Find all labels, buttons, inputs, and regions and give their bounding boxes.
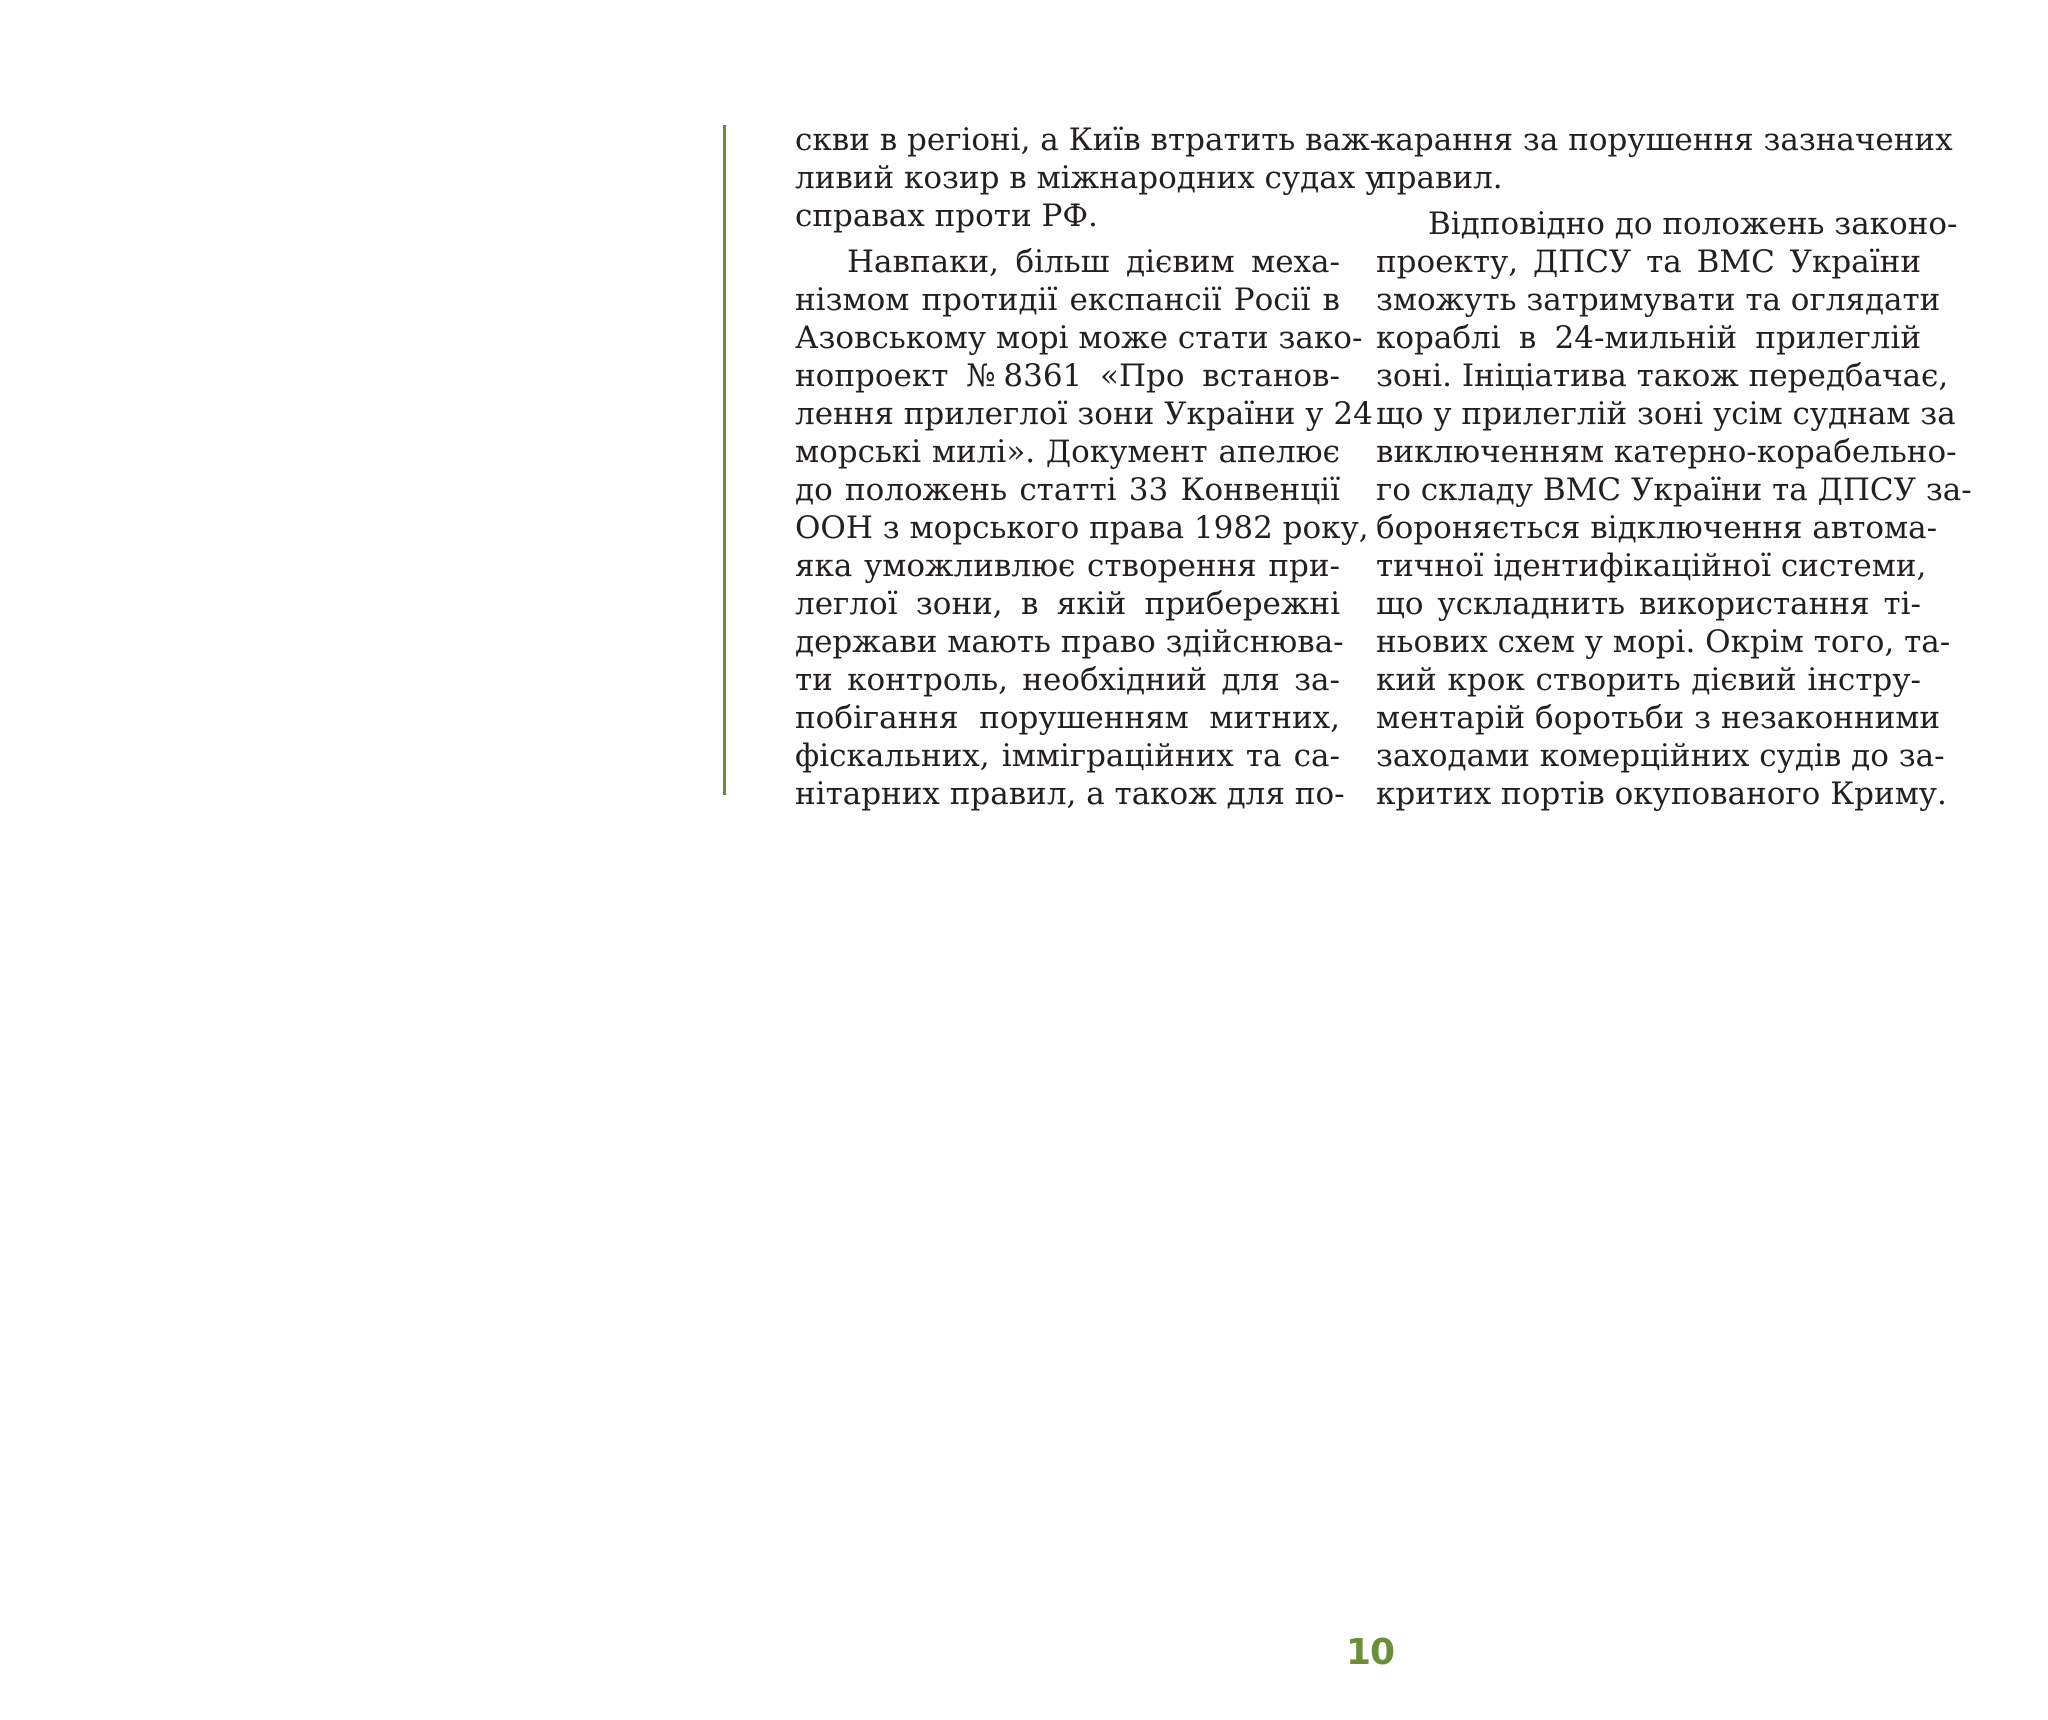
right-text-column [1376,121,1972,813]
text-line: держави мають право здійснюва- [795,624,1344,660]
text-line: зоні. Ініціатива також передбачає, [1376,358,1949,394]
text-line: леглої зони, в якій прибережні [795,586,1340,622]
left-text-column [795,121,1384,813]
text-line: що ускладнить використання ті- [1376,586,1921,622]
accent-vertical-rule [723,125,726,795]
page-number: 10 [1345,1632,1395,1673]
text-line: ментарій боротьби з незаконними [1376,700,1941,736]
text-line: нопроект №8361 «Про встанов- [795,358,1340,394]
text-line: бороняється відключення автома- [1376,510,1938,546]
text-line: виключенням катерно-корабельно- [1376,434,1957,470]
text-line: зможуть затримувати та оглядати [1376,282,1941,318]
text-line: що у прилеглій зоні усім суднам за [1376,396,1956,432]
text-line: побігання порушенням митних, [795,700,1340,736]
text-line: критих портів окупованого Криму. [1376,776,1947,812]
text-line: го складу ВМС України та ДПСУ за- [1376,472,1972,508]
text-line: ти контроль, необхідний для за- [795,662,1340,698]
text-line: Навпаки, більш дієвим меха- [847,244,1340,280]
text-line: нітарних правил, а також для по- [795,776,1345,812]
text-line: Відповідно до положень законо- [1428,206,1958,242]
text-line: заходами комерційних судів до за- [1376,738,1945,774]
text-line: лення прилеглої зони України у 24 [795,396,1373,432]
text-line: проекту, ДПСУ та ВМС України [1376,244,1921,280]
text-line: Азовському морі може стати зако- [795,320,1363,356]
text-line: карання за порушення зазначених [1376,122,1953,158]
text-line: до положень статті 33 Конвенції [795,472,1340,508]
paragraph-gap [795,235,1340,243]
text-line: нізмом протидії експансії Росії в [795,282,1340,318]
text-line: справах проти РФ. [795,198,1098,234]
text-line: яка уможливлює створення при- [795,548,1340,584]
text-line: правил. [1376,160,1503,196]
text-line: кий крок створить дієвий інстру- [1376,662,1921,698]
text-line: кораблі в 24-мильній прилеглій [1376,320,1921,356]
text-line: морські милі». Документ апелює [795,434,1340,470]
text-line: ООН з морського права 1982 року, [795,510,1369,546]
text-line: тичної ідентифікаційної системи, [1376,548,1927,584]
paragraph-gap [1376,197,1921,205]
text-line: ньових схем у морі. Окрім того, та- [1376,624,1951,660]
text-line: ливий козир в міжнародних судах у [795,160,1384,196]
text-line: скви в регіоні, а Київ втратить важ- [795,122,1381,158]
text-line: фіскальних, імміграційних та са- [795,738,1340,774]
